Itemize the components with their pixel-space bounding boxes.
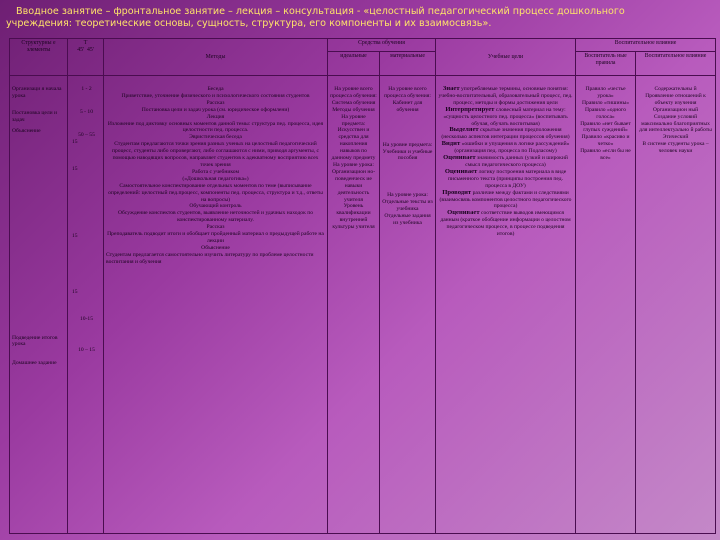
influence-item: Организацион ный bbox=[652, 106, 699, 113]
method-item: Обучающий контроль bbox=[189, 203, 242, 210]
method-item: Самостоятельное конспектирование отдельных моментов по теме (выписывание определений: целостный пед.процесс, компоненты пед. процесса, структура и т.д., ответы на вопросы) bbox=[108, 182, 323, 203]
rule-item: Правило «одного голоса» bbox=[585, 106, 626, 120]
methods-cell bbox=[104, 76, 328, 534]
influence-item: Этический bbox=[662, 134, 689, 141]
material-item: Отдельные тексты из учебника bbox=[382, 199, 433, 213]
time-item: 15 bbox=[72, 165, 78, 172]
structure-item: Подведение итогов урока bbox=[12, 334, 58, 348]
ideal-item: На уровне урока: bbox=[333, 161, 374, 168]
goal-item bbox=[438, 169, 573, 190]
rule-item: Правило «если бы не все» bbox=[580, 148, 631, 162]
influence-cell bbox=[636, 76, 716, 534]
rules-cell bbox=[576, 76, 636, 534]
method-item: Приветствие, уточнение физического и психологического состояния студентов bbox=[121, 92, 310, 99]
goal-keyword: Видит bbox=[441, 140, 461, 148]
influence-item: В системе студенты урока – человек науки bbox=[642, 141, 709, 155]
goal-keyword: Оценивает bbox=[447, 209, 480, 217]
ideal-item: На уровне всего процесса обучения: bbox=[330, 86, 377, 99]
rule-item: Правило «нет бывает глупых суждений» bbox=[580, 120, 631, 134]
method-item: Эвристическая беседа bbox=[189, 134, 242, 141]
goal-item bbox=[438, 141, 573, 155]
structure-item: Постановка цели и задач bbox=[12, 109, 58, 123]
ideal-item: Методы обучения bbox=[332, 106, 375, 113]
method-item: Работа с учебником bbox=[191, 168, 240, 175]
goal-keyword: Оценивает bbox=[443, 154, 476, 162]
goal-text: логику построения материала в виде письменного текста (принципы построения пед. процесса в ДОУ) bbox=[448, 168, 567, 189]
goal-text: скрытые значения предположения (несколько аспектов интеграции процессов обучения) bbox=[441, 127, 570, 141]
header-upbr-influence: Воспитательное влияние bbox=[636, 52, 716, 76]
ideal-item: Искусствен и средства для накопления навыков по данному предмету bbox=[331, 127, 376, 162]
goal-item bbox=[438, 86, 573, 107]
content-row bbox=[10, 76, 716, 534]
goal-keyword: Интерпретирует bbox=[445, 105, 495, 113]
rule-item: Правило «честье урока» bbox=[585, 86, 626, 99]
influence-item: Создание условий максимально благоприятных для интеллектуально й работы bbox=[639, 113, 712, 134]
method-item: Изложение под диктовку основных моментов данной темы: структура пед. процесса, идея целостности пед. процесса. bbox=[107, 120, 324, 134]
goal-text: соответствие выводов имеющимся данным (краткое обобщение информации о целостном педагогическом процессе, в процессе подведения итогов) bbox=[440, 210, 571, 238]
method-item: Студентам предлагается самостоятельно изучить литературу по проблеме целостности воспитания и обучения bbox=[106, 251, 314, 265]
title-line-2: учреждения: теоретические основы, сущность, структура, его компоненты и их взаимосвязь». bbox=[6, 17, 492, 29]
ideal-item: На уровне предмета: bbox=[341, 113, 366, 127]
title-line-1: Вводное занятие – фронтальное занятие – лекция – консультация - «целостный педагогический процесс дошкольного bbox=[16, 6, 625, 17]
material-item: Учебники и учебные пособия bbox=[382, 148, 433, 162]
header-material: материальные bbox=[380, 52, 436, 76]
method-item: Обсуждение конспектов студентов, выявление неточностей и удачных находок по конспектированному материалу. bbox=[117, 210, 313, 224]
header-structure: Структурны е элементы bbox=[10, 39, 68, 76]
goal-text: значимость данных (узкий и широкий смысл педагогического процесса) bbox=[465, 155, 568, 168]
rule-item: Правило «красиво и четко» bbox=[581, 134, 630, 148]
time-item: 50 – 55 bbox=[78, 131, 95, 138]
header-row-1 bbox=[10, 39, 716, 52]
time-item: 15 bbox=[72, 289, 78, 296]
goal-text: употребляемые термины, основные понятия: учебно-воспитательный, образовательный процесс, пед. процесс, методы и формы достижения цели bbox=[438, 86, 573, 106]
goal-item bbox=[438, 210, 573, 238]
header-time-45b: 45' bbox=[86, 46, 94, 53]
method-item: Рассказ bbox=[206, 224, 225, 231]
header-methods: Методы bbox=[104, 39, 328, 76]
header-goals: Учебные цели bbox=[436, 39, 576, 76]
header-time bbox=[68, 39, 104, 76]
structure-item: Объяснение bbox=[12, 127, 41, 134]
goal-text: «ошибки и упущения в логике рассуждений» (организация пед. процесса по Подласому) bbox=[454, 141, 570, 155]
method-item: Беседа bbox=[207, 86, 224, 92]
time-item: 15 bbox=[72, 138, 78, 145]
goal-keyword: Знает bbox=[442, 85, 460, 92]
header-upbr-rules: Воспитатель ные правила bbox=[576, 52, 636, 76]
method-item: Постановка цели и задач урока (см. юридическое оформлени) bbox=[141, 106, 290, 113]
header-time-t: Т bbox=[83, 40, 88, 46]
ideal-cell bbox=[328, 76, 380, 534]
material-cell bbox=[380, 76, 436, 534]
lesson-plan-table bbox=[9, 38, 716, 534]
structure-item: Организаци я начала урока bbox=[12, 86, 62, 99]
goal-text: различие между фактами и следствиями (взаимосвязь компонентов целостного педагогического процесса) bbox=[439, 189, 572, 210]
influence-item: Проявление отношений к объекту изучения bbox=[645, 92, 706, 106]
goal-keyword: Проводит bbox=[442, 188, 472, 196]
method-item: Рассказ bbox=[206, 99, 225, 106]
goal-keyword: Выделяет bbox=[449, 126, 479, 134]
header-time-45a: 45' bbox=[77, 46, 85, 53]
goal-item bbox=[438, 107, 573, 128]
method-item: («Дошкольная педагогика») bbox=[182, 175, 249, 182]
goal-item bbox=[438, 155, 573, 169]
material-item: Кабинет для обучения bbox=[392, 99, 423, 113]
time-item: 5 - 10 bbox=[79, 108, 94, 115]
header-means: Средства обучения bbox=[328, 39, 436, 52]
time-item: 1 - 2 bbox=[81, 86, 92, 92]
time-item: 10 – 15 bbox=[78, 347, 95, 354]
time-item: 10-15 bbox=[79, 316, 94, 323]
goals-cell bbox=[436, 76, 576, 534]
goal-keyword: Оценивает bbox=[444, 167, 478, 175]
time-cell bbox=[68, 76, 104, 534]
header-ideal: идеальные bbox=[328, 52, 380, 76]
header-upbringing: Воспитательное влияние bbox=[576, 39, 716, 52]
material-item: Отдельные задания из учебника bbox=[384, 213, 431, 226]
page-title bbox=[6, 6, 714, 29]
ideal-item: Уровень квалификации внутренней культуры учителя bbox=[332, 203, 375, 231]
time-item: 15 bbox=[72, 232, 78, 239]
method-item: Студентам предлагаются точки зрения разных ученых на целостный педагогический процесс, студенты либо опровергают, либо соглашаются с ними, приводя аргументы, с помощью наводящих вопросов, направляет студентов к адекватному восприятию всех точек зрения bbox=[111, 141, 320, 168]
goal-item bbox=[438, 190, 573, 211]
goal-text: словесный материал на тему: «сущность целостного пед. процесса» (воспитывать обучая, обучать воспитывая) bbox=[443, 106, 568, 127]
material-item: На уровне всего процесса обучения: bbox=[384, 86, 431, 99]
method-item: Преподаватель подводит итоги и обобщает пройденный материал о предыдущей работе на лекции bbox=[107, 231, 324, 244]
goal-item bbox=[438, 127, 573, 141]
method-item: Объяснение bbox=[201, 244, 230, 251]
method-item: Лекция bbox=[206, 113, 225, 120]
rule-item: Правило «тишины» bbox=[582, 99, 630, 106]
influence-item: Содержательны й bbox=[654, 86, 697, 92]
ideal-item: Система обучения bbox=[331, 99, 376, 106]
structure-item: Домашнее задание bbox=[12, 360, 57, 367]
ideal-item: Организацион но-поведенческ ие навыки деятельность учителя bbox=[331, 168, 376, 203]
material-item: На уровне предмета: bbox=[382, 141, 433, 148]
material-item: На уровне урока: bbox=[387, 192, 428, 199]
structure-cell bbox=[10, 76, 68, 534]
